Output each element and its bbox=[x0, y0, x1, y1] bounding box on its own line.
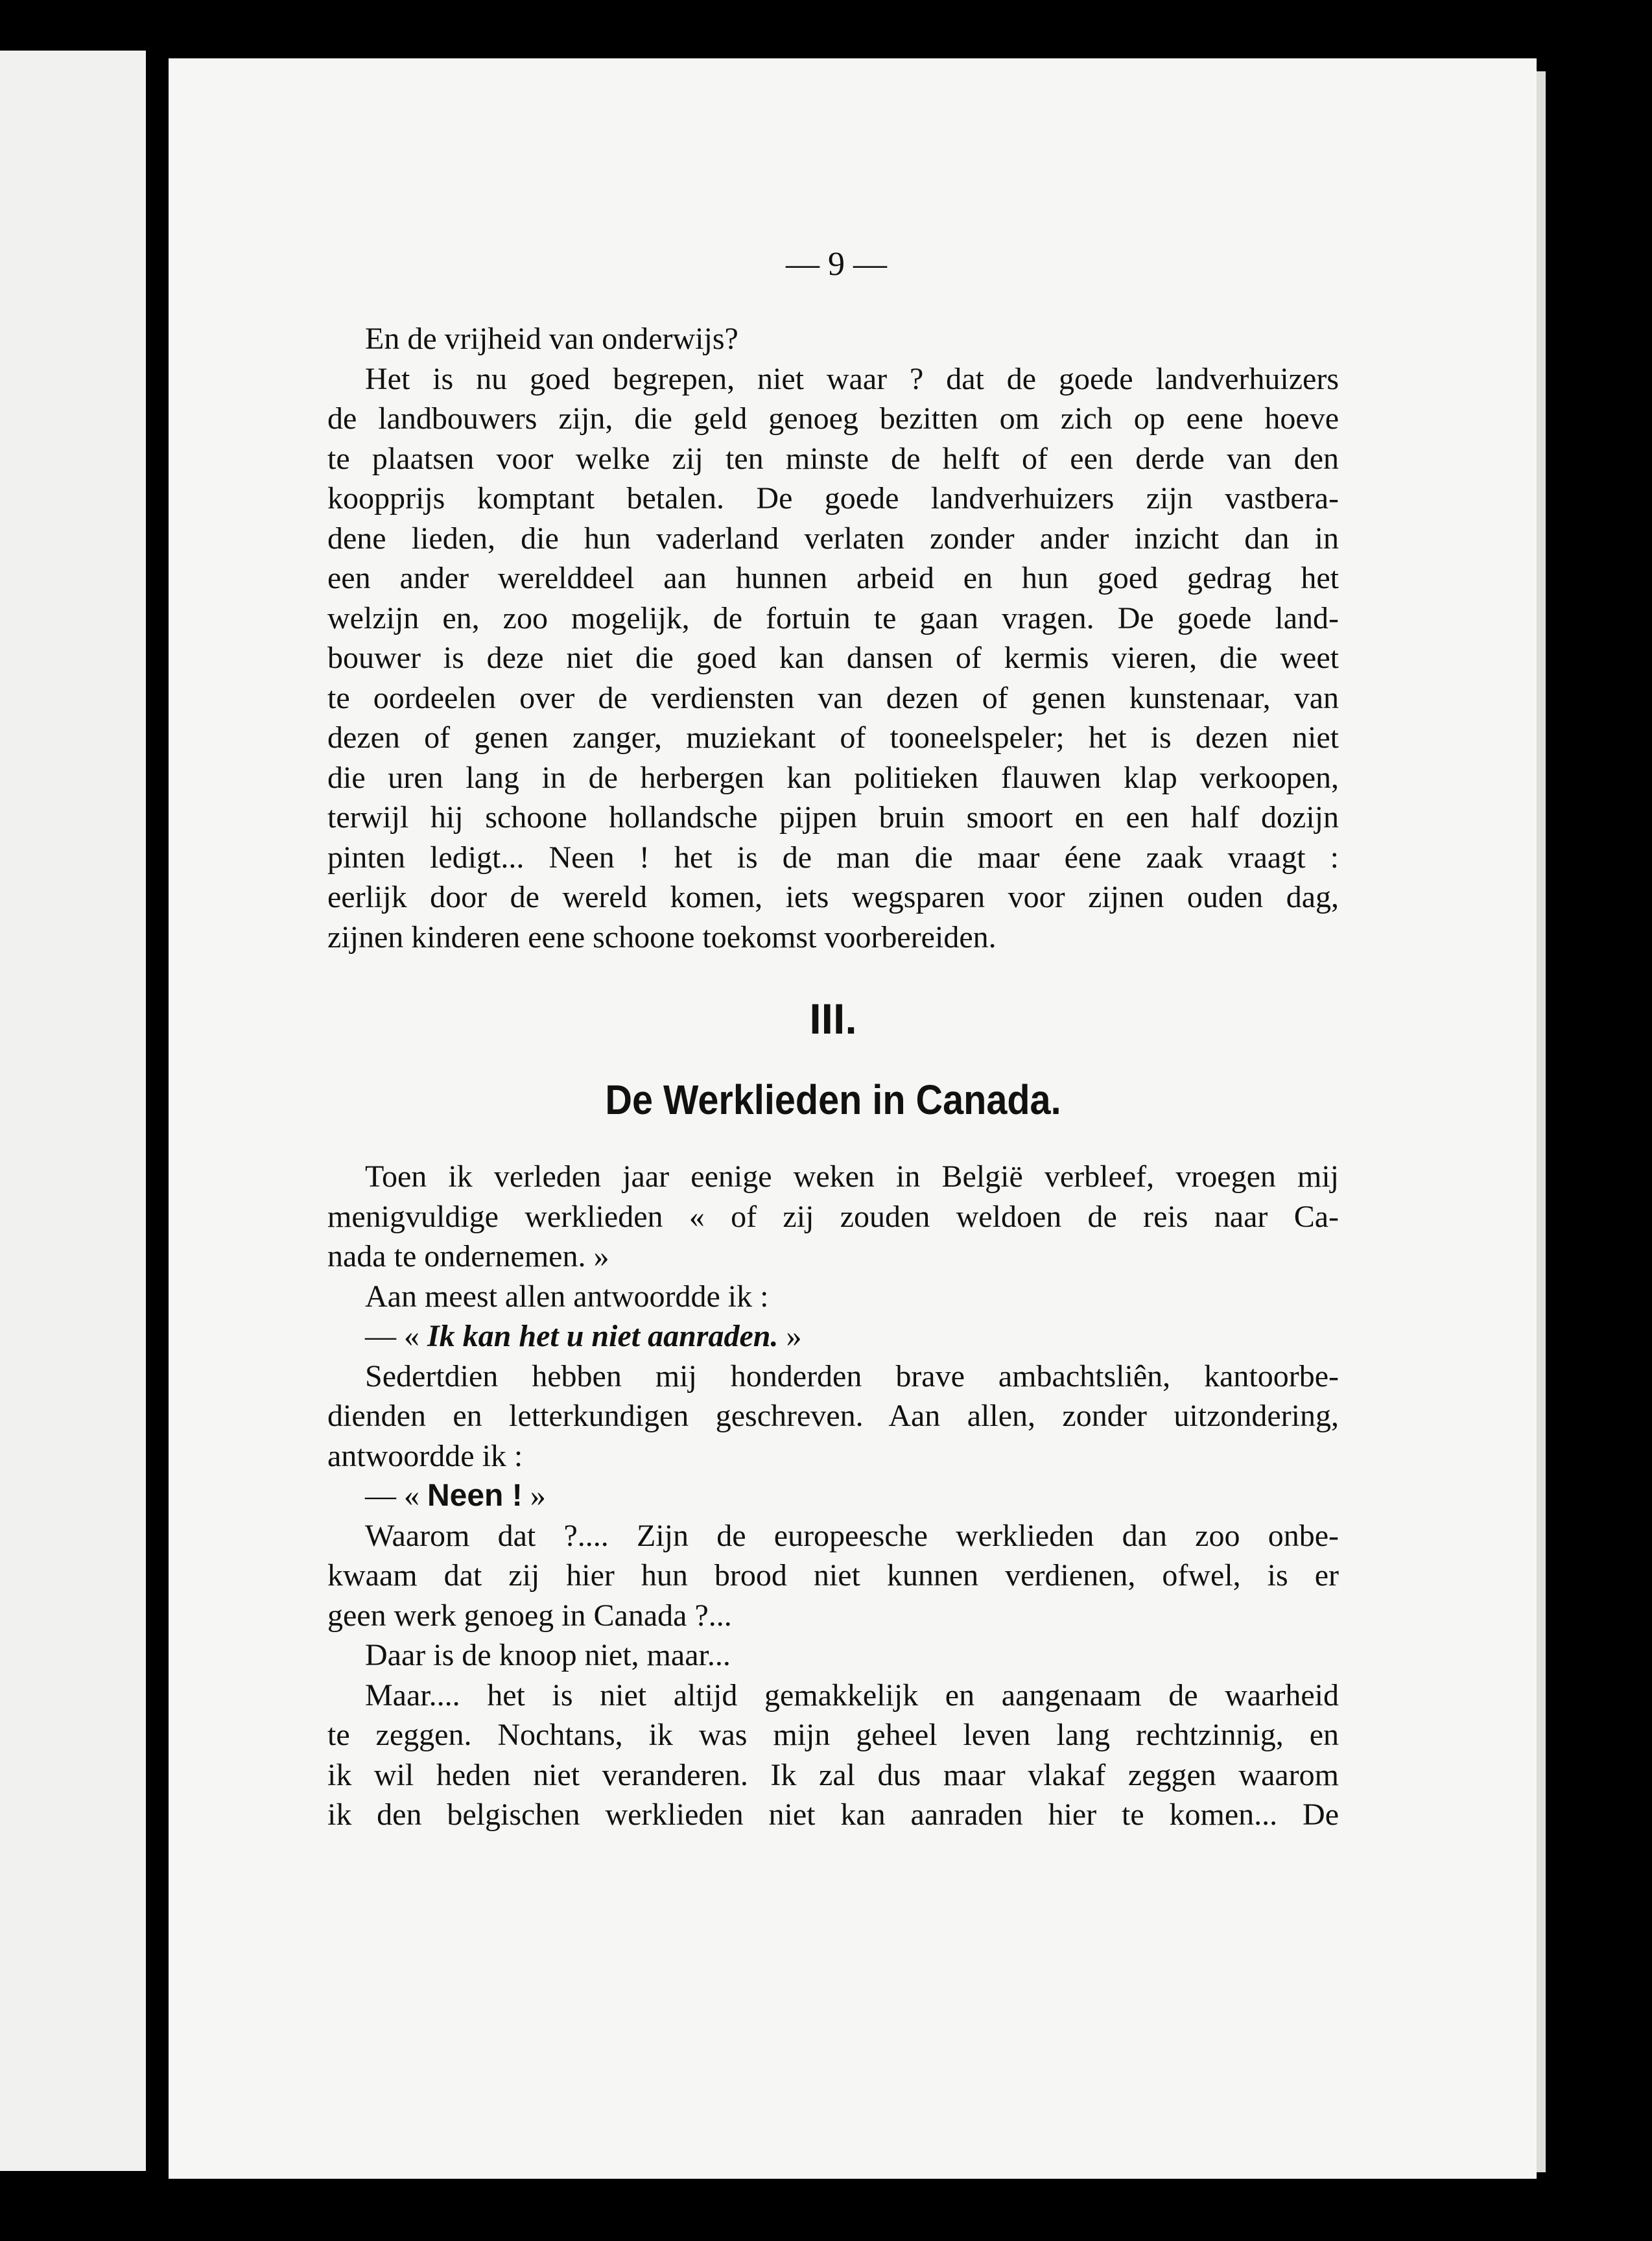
text-line: de landbouwers zijn, die geld genoeg bezitten om zich op eene hoeve bbox=[327, 401, 1339, 436]
text-line: te oordeelen over de verdiensten van dezen of genen kunstenaar, van bbox=[327, 680, 1339, 715]
text-line: Maar.... het is niet altijd gemakkelijk en aangenaam de waarheid bbox=[365, 1678, 1339, 1713]
text-line: te zeggen. Nochtans, ik was mijn geheel leven lang rechtzinnig, en bbox=[327, 1718, 1339, 1752]
quote-text: Neen ! bbox=[427, 1478, 523, 1513]
quote-close: » bbox=[778, 1319, 802, 1353]
text-line: Het is nu goed begrepen, niet waar ? dat de goede landverhuizers bbox=[365, 361, 1339, 396]
text-line: nada te ondernemen. » bbox=[327, 1239, 609, 1274]
text-line: eerlijk door de wereld komen, iets wegsparen voor zijnen ouden dag, bbox=[327, 880, 1339, 914]
paragraph-3 bbox=[327, 1357, 1339, 1476]
text-line: te plaatsen voor welke zij ten minste de helft of een derde van den bbox=[327, 441, 1339, 476]
text-line: dezen of genen zanger, muziekant of tooneelspeler; het is dezen niet bbox=[327, 720, 1339, 755]
text-line: terwijl hij schoone hollandsche pijpen bruin smoort en een half dozijn bbox=[327, 800, 1339, 835]
quote-close: » bbox=[522, 1478, 546, 1513]
text-line: geen werk genoeg in Canada ?... bbox=[327, 1598, 732, 1633]
text-line: antwoordde ik : bbox=[327, 1438, 523, 1473]
text-line: kwaam dat zij hier hun brood niet kunnen verdienen, ofwel, is er bbox=[327, 1558, 1339, 1593]
quote-text: Ik kan het u niet aanraden. bbox=[427, 1319, 779, 1353]
paragraph-1 bbox=[327, 319, 1339, 957]
text-line: koopprijs komptant betalen. De goede landverhuizers zijn vastbera- bbox=[327, 481, 1339, 516]
quote-dash: — « bbox=[365, 1478, 427, 1513]
text-line: Sedertdien hebben mij honderden brave ambachtsliên, kantoorbe- bbox=[365, 1358, 1339, 1393]
text-line: dene lieden, die hun vaderland verlaten zonder ander inzicht dan in bbox=[327, 521, 1339, 556]
text-line: Waarom dat ?.... Zijn de europeesche werklieden dan zoo onbe- bbox=[365, 1518, 1339, 1553]
text-line: pinten ledigt... Neen ! het is de man die maar éene zaak vraagt : bbox=[327, 840, 1339, 875]
text-line: een ander werelddeel aan hunnen arbeid en hun goed gedrag het bbox=[327, 561, 1339, 595]
text-line: ik den belgischen werklieden niet kan aanraden hier te komen... De bbox=[327, 1797, 1339, 1832]
adjacent-page-edge bbox=[0, 51, 146, 2171]
text-line: die uren lang in de herbergen kan politieken flauwen klap verkoopen, bbox=[327, 760, 1339, 795]
section-title: De Werklieden in Canada. bbox=[605, 1076, 1061, 1123]
text-line: Aan meest allen antwoordde ik : bbox=[365, 1279, 769, 1314]
quote-line-2 bbox=[327, 1476, 1339, 1516]
page-edge bbox=[1537, 71, 1546, 2172]
text-line: ik wil heden niet veranderen. Ik zal dus maar vlakaf zeggen waarom bbox=[327, 1757, 1339, 1792]
text-line: Toen ik verleden jaar eenige weken in België verbleef, vroegen mij bbox=[365, 1159, 1339, 1194]
text-line: Daar is de knoop niet, maar... bbox=[365, 1638, 731, 1672]
quote-dash: — « bbox=[365, 1319, 427, 1353]
text-line: dienden en letterkundigen geschreven. Aan allen, zonder uitzondering, bbox=[327, 1399, 1339, 1433]
text-line: welzijn en, zoo mogelijk, de fortuin te gaan vragen. De goede land- bbox=[327, 600, 1339, 635]
page-number: — 9 — bbox=[786, 246, 887, 283]
paragraph-2 bbox=[327, 1157, 1339, 1316]
text-line: zijnen kinderen eene schoone toekomst voorbereiden. bbox=[327, 919, 997, 954]
paragraph-4 bbox=[327, 1516, 1339, 1835]
text-line: menigvuldige werklieden « of zij zouden weldoen de reis naar Ca- bbox=[327, 1199, 1339, 1234]
body-text bbox=[327, 319, 1339, 1835]
section-number: III. bbox=[809, 995, 857, 1043]
text-line: En de vrijheid van onderwijs? bbox=[365, 322, 738, 356]
book-spine bbox=[158, 58, 169, 2185]
quote-line-1 bbox=[327, 1316, 1339, 1357]
text-line: bouwer is deze niet die goed kan dansen of kermis vieren, die weet bbox=[327, 641, 1339, 675]
